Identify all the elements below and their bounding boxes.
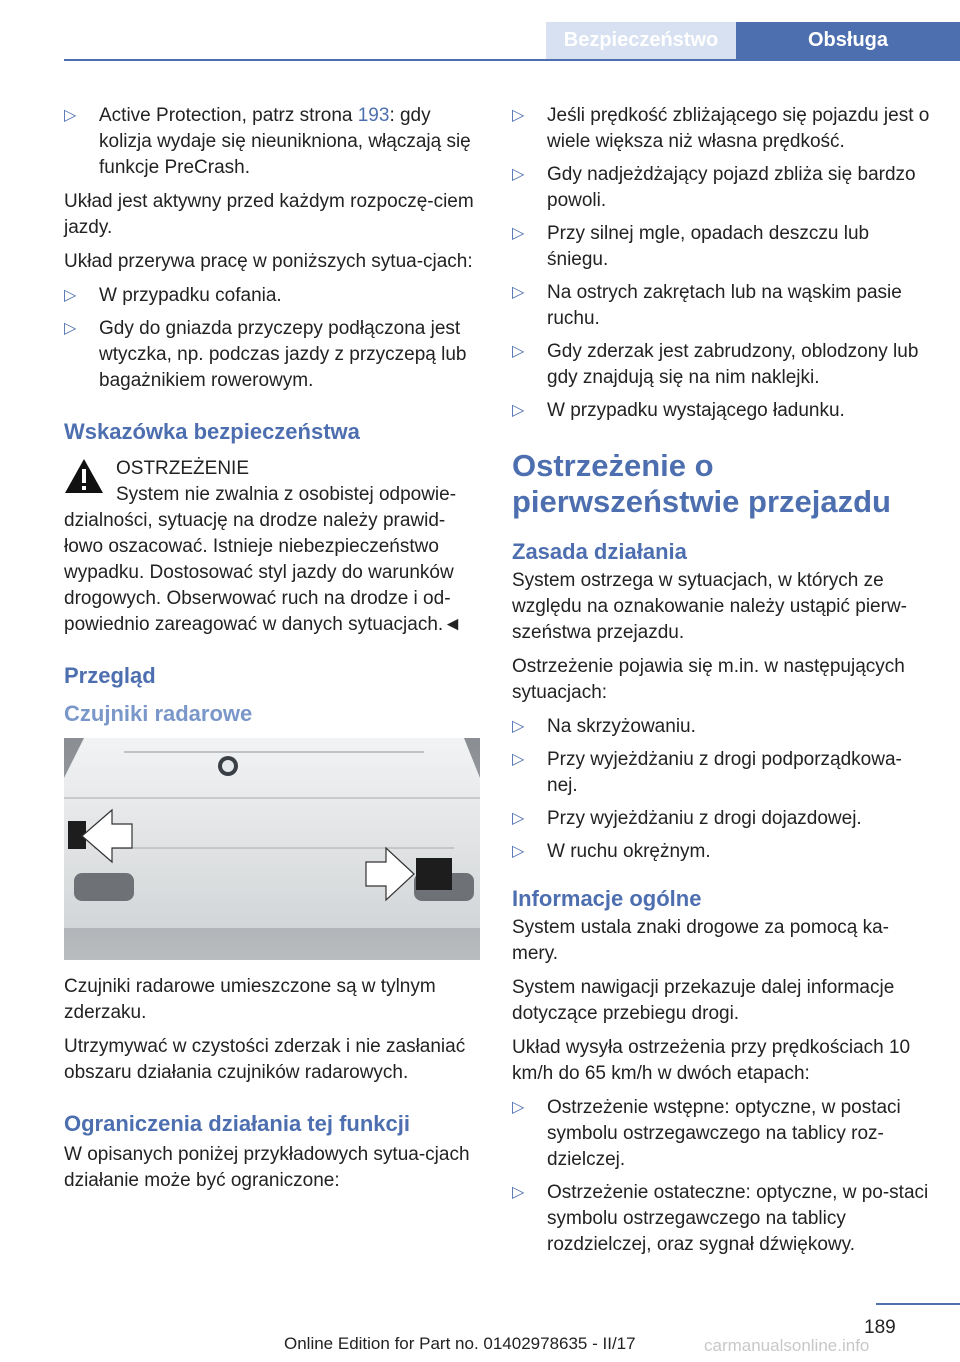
heading-radar-sensors: Czujniki radarowe bbox=[64, 701, 253, 726]
paragraph: System ostrzega w sytuacjach, w których ze względu na oznakowanie należy ustąpić pierw-szeństwa przejazdu. bbox=[512, 570, 908, 643]
paragraph: Utrzymywać w czystości zderzak i nie zasłaniać obszaru działania czujników radarowych. bbox=[64, 1036, 466, 1083]
list-item: ▷ Na skrzyżowaniu. bbox=[512, 714, 932, 740]
triangle-bullet-icon: ▷ bbox=[512, 751, 525, 768]
heading-general-info: Informacje ogólne bbox=[512, 886, 702, 911]
heading-overview: Przegląd bbox=[64, 663, 156, 688]
warning-triangle-icon bbox=[64, 458, 104, 494]
situations-list bbox=[512, 714, 932, 865]
paragraph: System ustala znaki drogowe za pomocą ka-mery. bbox=[512, 917, 890, 964]
paragraph: W opisanych poniżej przykładowych sytua-cjach działanie może być ograniczone: bbox=[64, 1144, 470, 1191]
triangle-bullet-icon: ▷ bbox=[512, 810, 525, 827]
triangle-bullet-icon: ▷ bbox=[512, 1099, 525, 1116]
heading-principle: Zasada działania bbox=[512, 539, 687, 564]
triangle-bullet-icon: ▷ bbox=[512, 843, 525, 860]
triangle-bullet-icon: ▷ bbox=[512, 284, 525, 301]
footer-rule bbox=[876, 1303, 960, 1305]
paragraph: Układ jest aktywny przed każdym rozpoczę-ciem jazdy. bbox=[64, 191, 474, 238]
page-number: 189 bbox=[864, 1317, 896, 1338]
list-item: ▷ Gdy zderzak jest zabrudzony, oblodzony lub gdy znajdują się na nim naklejki. bbox=[512, 341, 919, 388]
list-item: ▷ Jeśli prędkość zbliżającego się pojazdu jest o wiele większa niż własna prędkość. bbox=[512, 105, 930, 152]
triangle-bullet-icon: ▷ bbox=[64, 320, 77, 337]
tab-obsluga[interactable]: Obsługa bbox=[736, 22, 960, 59]
triangle-bullet-icon: ▷ bbox=[512, 166, 525, 183]
list-item: ▷ Active Protection, patrz strona 193: gdy kolizja wydaje się nieunikniona, włączają się funkcje PreCrash. bbox=[64, 105, 471, 178]
watermark: carmanualsonline.info bbox=[704, 1336, 870, 1355]
page-link-193[interactable]: 193 bbox=[357, 105, 390, 126]
heading-priority-warning: Ostrzeżenie o pierwszeństwie przejazdu bbox=[512, 448, 891, 519]
header-rule bbox=[64, 59, 960, 61]
pause-list bbox=[64, 283, 482, 394]
list-item: ▷ W przypadku cofania. bbox=[64, 283, 482, 309]
radar-sensor-photo bbox=[64, 738, 480, 960]
list-item: ▷ Przy silnej mgle, opadach deszczu lub śniegu. bbox=[512, 223, 870, 270]
triangle-bullet-icon: ▷ bbox=[512, 107, 525, 124]
list-item: ▷ Ostrzeżenie wstępne: optyczne, w postaci symbolu ostrzegawczego na tablicy roz-dzielczej. bbox=[512, 1097, 901, 1170]
paragraph: Ostrzeżenie pojawia się m.in. w następujących sytuacjach: bbox=[512, 656, 905, 703]
heading-safety-note: Wskazówka bezpieczeństwa bbox=[64, 419, 360, 444]
triangle-bullet-icon: ▷ bbox=[512, 343, 525, 360]
triangle-bullet-icon: ▷ bbox=[512, 402, 525, 419]
list-item: ▷ Gdy do gniazda przyczepy podłączona jest wtyczka, np. podczas jazdy z przyczepą lub bagażnikiem rowerowym. bbox=[64, 318, 467, 391]
paragraph: Układ przerywa pracę w poniższych sytua-cjach: bbox=[64, 251, 473, 272]
warning-block bbox=[64, 456, 482, 638]
stages-list bbox=[512, 1095, 932, 1258]
limits-list bbox=[512, 103, 932, 424]
left-column bbox=[64, 103, 482, 1202]
heading-limits: Ograniczenia działania tej funkcji bbox=[64, 1111, 410, 1136]
paragraph: Układ wysyła ostrzeżenia przy prędkościach 10 km/h do 65 km/h w dwóch etapach: bbox=[512, 1037, 911, 1084]
right-column bbox=[512, 103, 932, 1266]
warning-text: System nie zwalnia z osobistej odpowie-dzialności, sytuację na drodze należy prawid-łowo oszacować. Istnieje niebezpieczeństwo wypadku. Dostosować styl jazdy do warunków drogowych. Obserwować ruch na drodze i od-powiednio zareagować w danych sytuacjach.◄ bbox=[64, 484, 462, 635]
list-item: ▷ W przypadku wystającego ładunku. bbox=[512, 398, 932, 424]
list-item: ▷ Przy wyjeżdżaniu z drogi podporządkowa-nej. bbox=[512, 749, 902, 796]
triangle-bullet-icon: ▷ bbox=[512, 225, 525, 242]
intro-list bbox=[64, 103, 482, 181]
edition-note: Online Edition for Part no. 01402978635 - II/17 bbox=[284, 1334, 636, 1353]
list-item: ▷ Ostrzeżenie ostateczne: optyczne, w po-staci symbolu ostrzegawczego na tablicy rozdzielczej, oraz sygnał dźwiękowy. bbox=[512, 1182, 929, 1255]
triangle-bullet-icon: ▷ bbox=[64, 107, 77, 124]
triangle-bullet-icon: ▷ bbox=[64, 287, 77, 304]
paragraph: Czujniki radarowe umieszczone są w tylnym zderzaku. bbox=[64, 976, 436, 1023]
paragraph: System nawigacji przekazuje dalej informacje dotyczące przebiegu drogi. bbox=[512, 977, 895, 1024]
warning-title: OSTRZEŻENIE bbox=[116, 458, 250, 479]
list-item: ▷ Gdy nadjeżdżający pojazd zbliża się bardzo powoli. bbox=[512, 164, 916, 211]
list-item: ▷ W ruchu okrężnym. bbox=[512, 839, 932, 865]
triangle-bullet-icon: ▷ bbox=[512, 718, 525, 735]
list-item: ▷ Przy wyjeżdżaniu z drogi dojazdowej. bbox=[512, 806, 932, 832]
tab-bezpieczenstwo[interactable]: Bezpieczeństwo bbox=[546, 22, 736, 59]
list-item: ▷ Na ostrych zakrętach lub na wąskim pasie ruchu. bbox=[512, 282, 902, 329]
triangle-bullet-icon: ▷ bbox=[512, 1184, 525, 1201]
